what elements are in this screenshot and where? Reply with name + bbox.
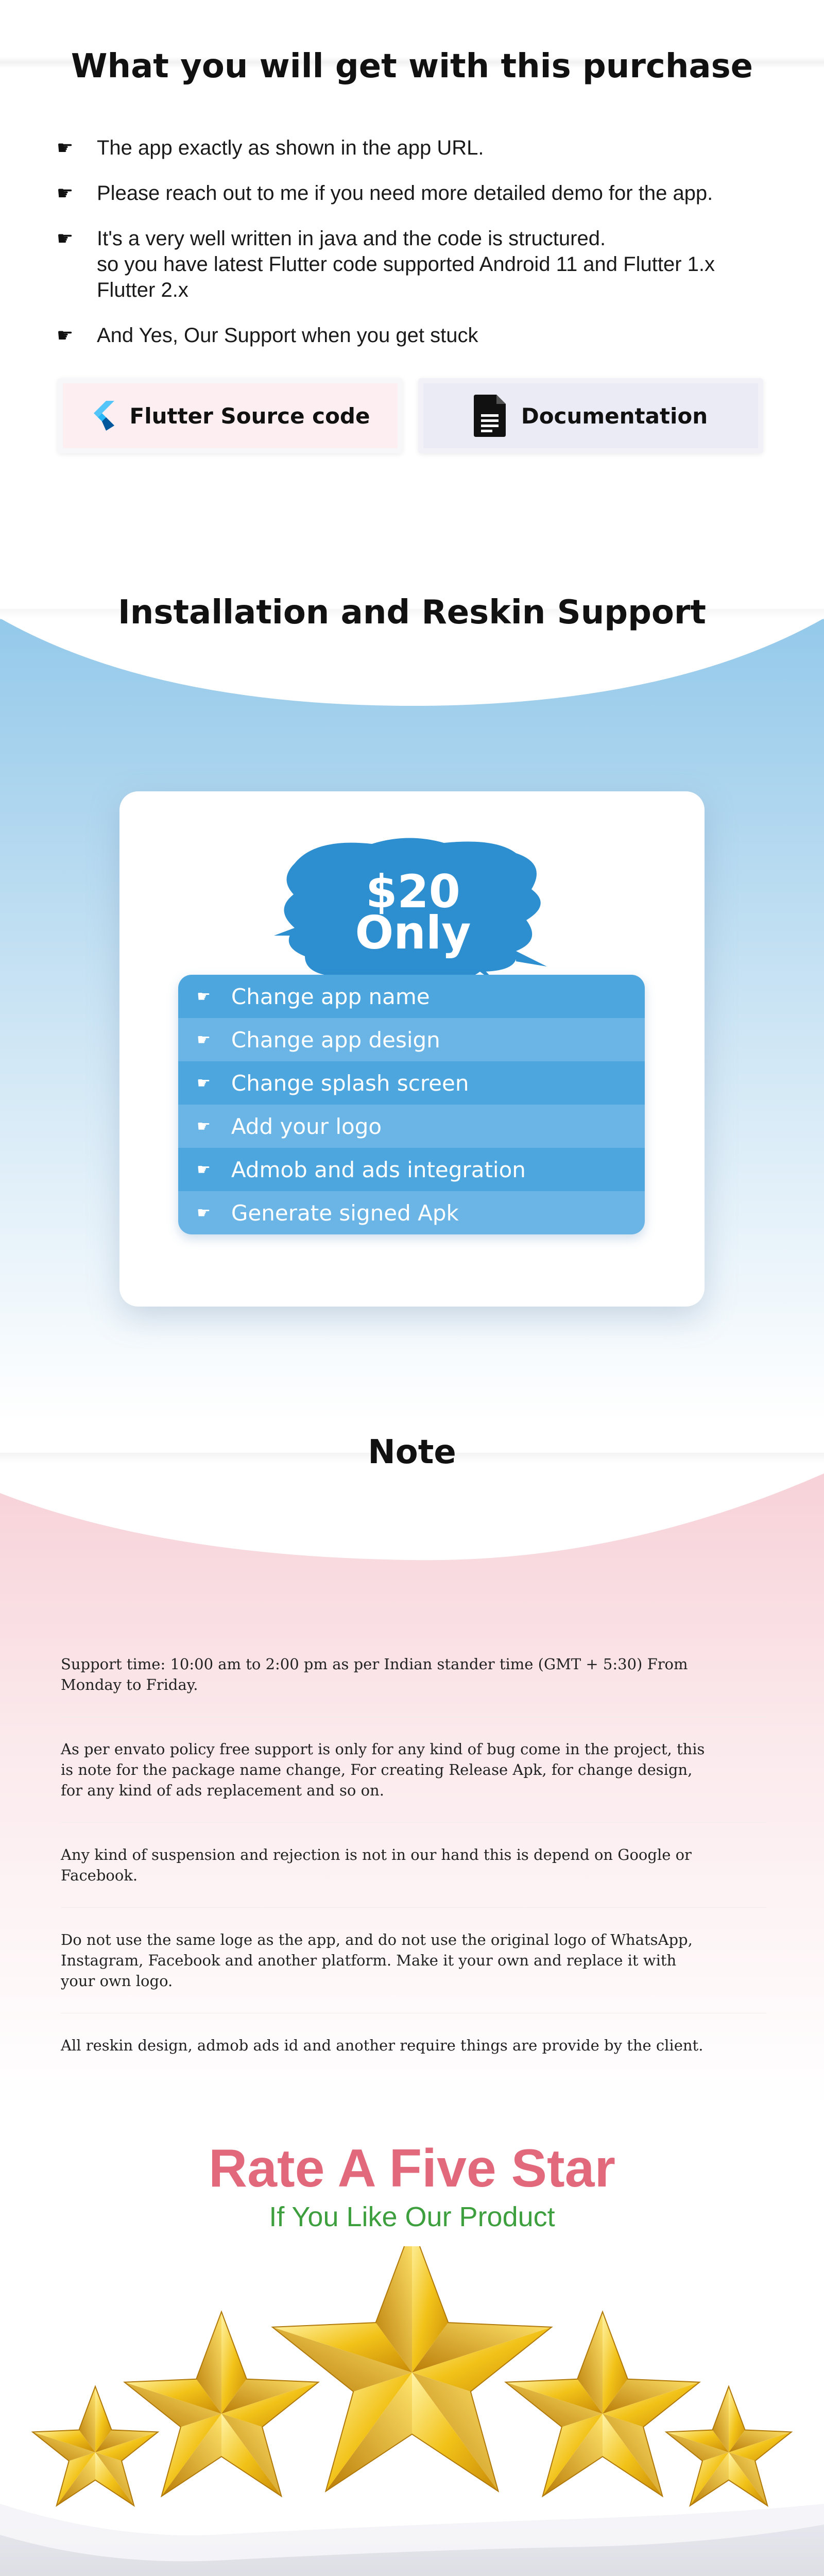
price-amount: $20 (366, 865, 460, 918)
pointing-hand-icon: ☛ (197, 1117, 211, 1136)
price-badge (310, 848, 516, 977)
list-item: As per envato policy free support is only for any kind of bug come in the project, this is note for the package name change, For creating Release Apk, for change design, for any kind of ads replacement and so on. (61, 1739, 766, 1823)
rate-section (0, 2107, 824, 2519)
list-item: ☛ Add your logo (178, 1105, 645, 1148)
pointing-hand-icon: ☛ (197, 1160, 211, 1179)
five-star-rating (0, 2246, 824, 2514)
list-item: ☛ Admob and ads integration (178, 1148, 645, 1191)
document-icon (474, 395, 506, 437)
list-item: Any kind of suspension and rejection is not in our hand this is depend on Google or Facebook. (61, 1844, 766, 1908)
documentation-button[interactable] (418, 378, 763, 453)
note-title: Note (368, 1433, 456, 1471)
reskin-feature-list (178, 975, 645, 1234)
pointing-hand-icon: ☛ (57, 137, 74, 158)
rate-title: Rate A Five Star (209, 2139, 615, 2198)
pointing-hand-icon: ☛ (197, 1204, 211, 1222)
star-icon (666, 2386, 791, 2506)
pointing-hand-icon: ☛ (197, 1074, 211, 1092)
purchase-section (0, 0, 824, 572)
documentation-button-label: Documentation (521, 403, 708, 429)
pointing-hand-icon: ☛ (57, 228, 74, 249)
list-item: Do not use the same loge as the app, and do not use the original logo of WhatsApp, Instagram, Facebook and another platform. Make it your own and replace it with your own logo. (61, 1929, 766, 2013)
list-item: ☛ It's a very well written in java and the code is structured. so you have latest Flutter code supported Android 11 and Flutter 1.x Flutter 2.x (57, 226, 788, 303)
list-item: ☛ Change app design (178, 1018, 645, 1061)
purchase-title: What you will get with this purchase (71, 47, 753, 86)
list-item: ☛ And Yes, Our Support when you get stuck (57, 323, 788, 348)
note-list (61, 1654, 766, 2099)
flutter-source-code-button[interactable] (58, 378, 403, 453)
pointing-hand-icon: ☛ (197, 1030, 211, 1049)
pointing-hand-icon: ☛ (57, 325, 74, 346)
list-item: ☛ Generate signed Apk (178, 1191, 645, 1234)
list-item: All reskin design, admob ads id and another require things are provide by the client. (61, 2037, 703, 2054)
rate-subtitle: If You Like Our Product (269, 2201, 555, 2232)
pointing-hand-icon: ☛ (57, 182, 74, 204)
list-item: Support time: 10:00 am to 2:00 pm as per Indian stander time (GMT + 5:30) From Monday to Friday. (61, 1654, 766, 1717)
list-item: ☛ The app exactly as shown in the app URL. (57, 135, 788, 161)
reskin-section (0, 572, 824, 1422)
flutter-logo-icon (91, 401, 114, 431)
star-icon (272, 2246, 552, 2492)
purchase-bullet-list (57, 135, 788, 368)
list-item: ☛ Change splash screen (178, 1061, 645, 1105)
star-icon (32, 2386, 158, 2506)
pointing-hand-icon: ☛ (197, 987, 211, 1006)
pricing-card (119, 791, 705, 1307)
reskin-title: Installation and Reskin Support (117, 594, 707, 632)
price-only: Only (355, 906, 471, 959)
note-section (0, 1422, 824, 2107)
list-item: ☛ Change app name (178, 975, 645, 1018)
flutter-button-label: Flutter Source code (129, 403, 370, 429)
list-item: ☛ Please reach out to me if you need more detailed demo for the app. (57, 180, 788, 206)
